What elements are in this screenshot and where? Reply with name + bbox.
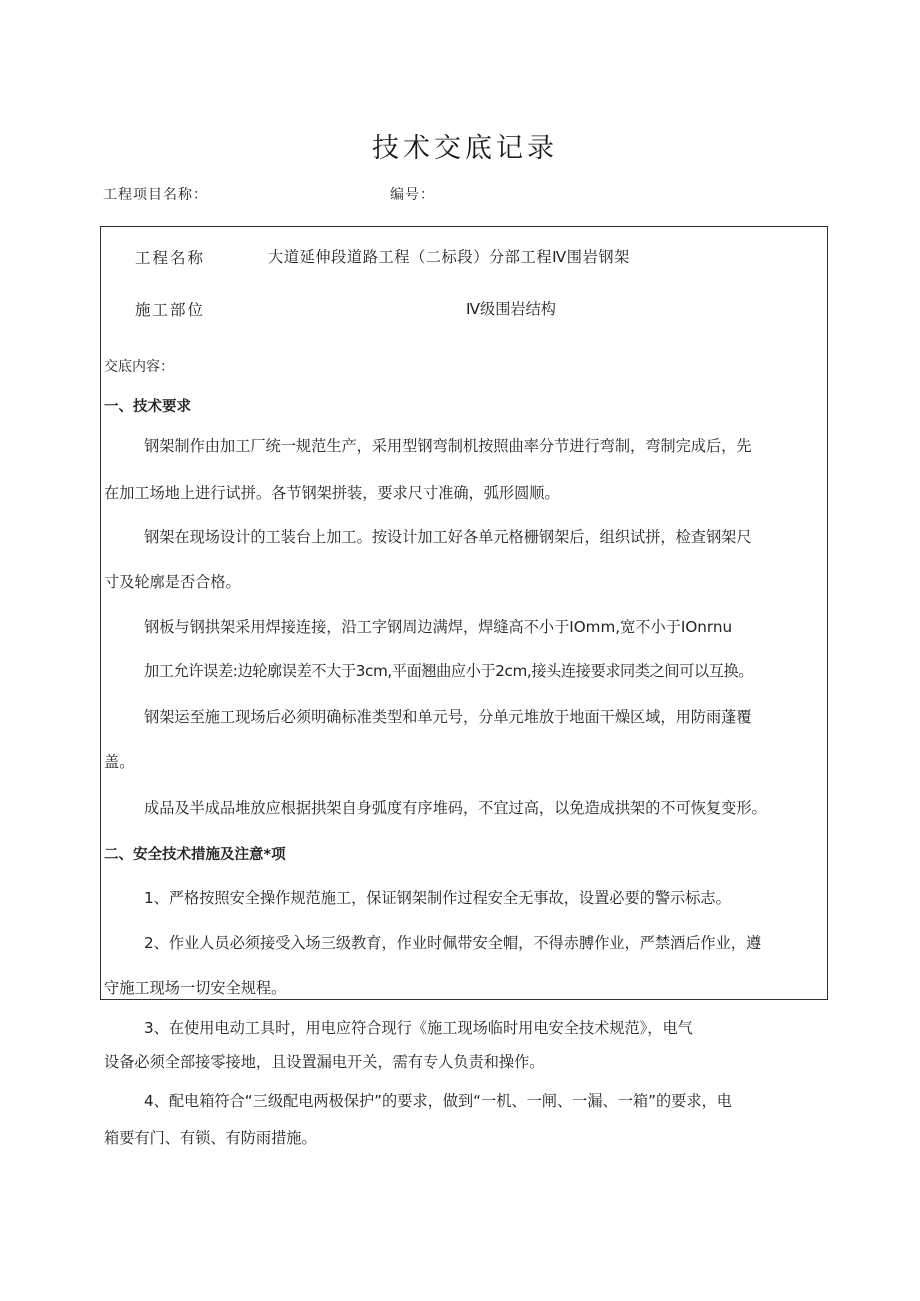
- section1-p2-line1: 钢架在现场设计的工装台上加工。按设计加工好各单元格栅钢架后，组织试拼，检查钢架尺: [144, 528, 752, 546]
- section1-p2-line2: 寸及轮廓是否合格。: [104, 573, 241, 591]
- document-number-label: 编号：: [390, 187, 435, 203]
- section2-item1: 1、严格按照安全操作规范施工，保证钢架制作过程安全无事故，设置必要的警示标志。: [144, 889, 731, 907]
- section1-p6: 成品及半成品堆放应根据拱架自身弧度有序堆码，不宜过高，以免造成拱架的不可恢复变形。: [144, 799, 767, 817]
- section1-p1-line1: 钢架制作由加工厂统一规范生产，采用型钢弯制机按照曲率分节进行弯制，弯制完成后，先: [144, 437, 752, 455]
- location-label: 施工部位: [135, 301, 206, 319]
- disclosure-table-frame: [100, 226, 828, 1000]
- section2-item4-line2: 箱要有门、有锁、有防雨措施。: [104, 1129, 317, 1147]
- section1-p5-line1: 钢架运至施工现场后必须明确标准类型和单元号，分单元堆放于地面干燥区域，用防雨蓬覆: [144, 708, 752, 726]
- section2-item2-line1: 2、作业人员必须接受入场三级教育，作业时佩带安全帽，不得赤膊作业，严禁酒后作业，遵: [144, 934, 762, 952]
- section2-item4-line1: 4、配电箱符合“三级配电两极保护”的要求，做到“一机、一闸、一漏、一箱”的要求，电: [144, 1092, 732, 1110]
- project-label: 工程名称: [135, 249, 206, 267]
- section1-heading: 一、技术要求: [104, 399, 191, 415]
- content-label: 交底内容：: [104, 359, 174, 375]
- project-name-label: 工程项目名称：: [103, 187, 208, 203]
- section1-p5-line2: 盖。: [104, 753, 135, 771]
- section2-heading: 二、安全技术措施及注意*项: [104, 847, 286, 863]
- section2-item3-line2: 设备必须全部接零接地，且设置漏电开关，需有专人负责和操作。: [104, 1053, 545, 1071]
- project-value: 大道延伸段道路工程（二标段）分部工程Ⅳ围岩钢架: [268, 248, 630, 266]
- section1-p4: 加工允许误差:边轮廓误差不大于3cm,平面翘曲应小于2cm,接头连接要求同类之间可以互换。: [144, 662, 754, 680]
- section1-p1-line2: 在加工场地上进行试拼。各节钢架拼装，要求尺寸准确，弧形圆顺。: [104, 484, 560, 502]
- section2-item3-line1: 3、在使用电动工具时，用电应符合现行《施工现场临时用电安全技术规范》，电气: [144, 1019, 693, 1037]
- section2-item2-line2: 守施工现场一切安全规程。: [104, 979, 287, 997]
- document-title: 技术交底记录: [372, 133, 558, 164]
- section1-p3: 钢板与钢拱架采用焊接连接，沿工字钢周边满焊，焊缝高不小于IOmm,宽不小于IOnrnu: [144, 618, 733, 636]
- location-value: Ⅳ级围岩结构: [466, 300, 556, 318]
